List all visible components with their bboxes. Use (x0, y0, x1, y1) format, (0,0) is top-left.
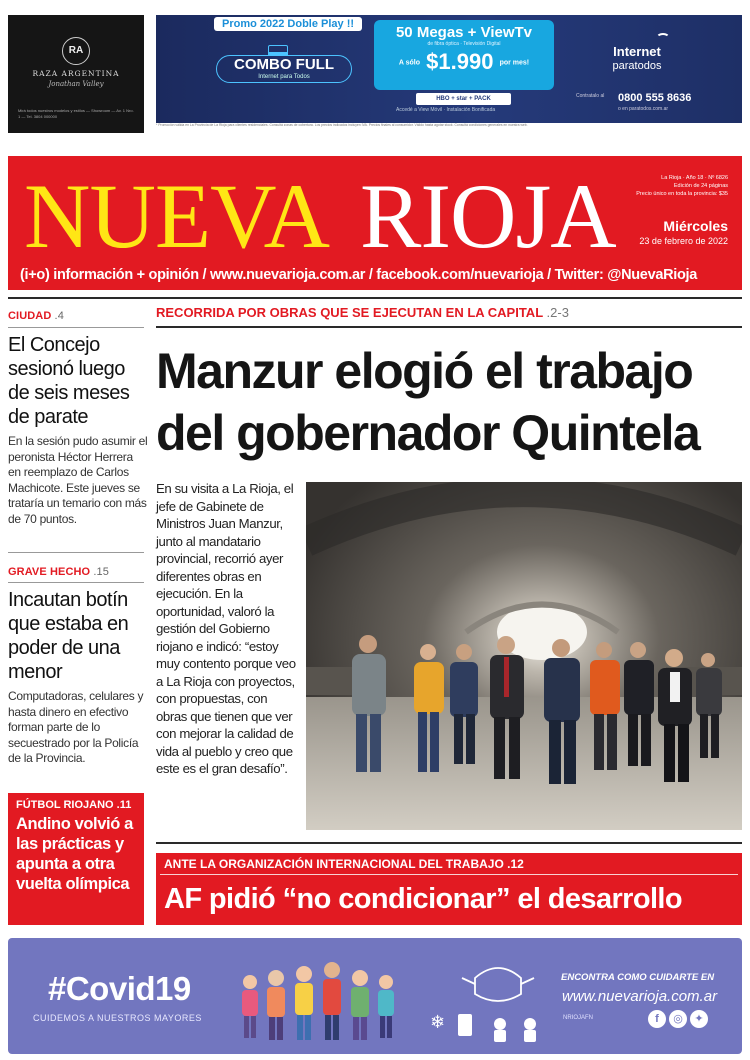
mask-icon (462, 968, 534, 1001)
bottom-story-page: .12 (507, 857, 524, 871)
story1-headline[interactable]: El Concejo sesionó luego de seis meses de parate (8, 334, 130, 428)
tunnel-photo-illustration (306, 482, 742, 830)
masthead-day: Miércoles (663, 218, 728, 234)
story2-section-label: GRAVE HECHO (8, 566, 91, 578)
ad-left-brand: RAZA ARGENTINA (32, 69, 120, 78)
hygiene-icons (430, 1012, 536, 1042)
masthead-edition-info (628, 174, 728, 198)
laptop-icon (268, 45, 288, 55)
story1-page: .4 (54, 310, 64, 322)
story2-rule (8, 582, 144, 583)
ad-brand-sub: paratodos (612, 60, 662, 72)
bottom-story[interactable] (156, 853, 742, 925)
masthead (8, 156, 742, 290)
ad-price-post: por mes! (499, 59, 530, 67)
ad-phone[interactable]: 0800 555 8636 (618, 92, 692, 104)
story2-body: Computadoras, celulares y hasta dinero en efectivo forman parte de lo secuestrado por la Policía de la Provincia. (8, 689, 144, 765)
ad-combo-label: COMBO FULL (234, 56, 334, 73)
covid-handle: NRIOJAFN (563, 1015, 593, 1021)
main-body: En su visita a La Rioja, el jefe de Gabinete de Ministros Juan Manzur, junto al mandatario provincial, recorrió ayer diferentes obras en ejecución. En la oportunidad, valoró la gestión del Gobierno riojano e indicó: “estoy muy contento porque veo a La Rioja con proyectos, con propuestas, con obras que tienen que ver con mejorar la calidad de vida al pueblo y creo que este es el gran desafío”. (156, 481, 296, 776)
main-kicker-page: .2-3 (546, 305, 569, 320)
masthead-info-line3: Precio único en toda la provincia: $35 (636, 191, 728, 197)
story2-headline[interactable]: Incautan botín que estaba en poder de una menor (8, 589, 129, 683)
bottom-story-divider (160, 874, 738, 875)
story1-rule (8, 327, 144, 328)
covid-cta: ENCONTRA COMO CUIDARTE EN (561, 972, 715, 983)
story3-box[interactable] (8, 793, 144, 925)
main-kicker (156, 305, 569, 320)
ad-combo (216, 55, 352, 83)
masthead-tagline[interactable]: (i+o) información + opinión / www.nuevarioja.com.ar / facebook.com/nuevarioja / Twitter: @NuevaRioja (20, 267, 698, 283)
ad-price: $1.990 (426, 49, 494, 74)
covid-sub: CUIDEMOS A NUESTROS MAYORES (33, 1013, 202, 1023)
ad-fine-print: * Promoción válida en La Provincia de La Rioja para clientes residenciales. Consultá zonas de cobertura. Los precios indicados incluyen IVA. Precios finales al consumidor. Válido hasta agotar stock. Consultá condiciones generales en nuestra web. (156, 123, 528, 127)
story2-section (8, 566, 109, 578)
masthead-info-line2: Edición de 24 páginas (673, 183, 728, 189)
wifi-icon (656, 33, 670, 43)
ad-price-row (374, 49, 554, 75)
ad-left-fine: Mirá todos nuestros modelos y estilos — Showroom — Av. 1 Nro. 1 — Tel. 3804 000000 (18, 108, 134, 119)
bottom-story-rule (156, 842, 742, 844)
ad-combo-sub: Internet para Todos (258, 74, 310, 80)
story1-body: En la sesión pudo asumir el peronista Héctor Herrera en reemplazo de Carlos Machicote. Este jueves se trataría un temario con más de 70 puntos. (8, 434, 148, 526)
story2-top-rule (8, 552, 144, 553)
ad-brand-logo (602, 45, 672, 73)
main-kicker-rule (156, 326, 742, 328)
instagram-icon[interactable]: ◎ (669, 1010, 687, 1028)
masthead-rule (8, 297, 742, 299)
story2-page: .15 (93, 566, 109, 578)
ra-logo-icon: RA (62, 37, 90, 65)
main-headline[interactable]: Manzur elogió el trabajo del gobernador Quintela (156, 343, 700, 461)
main-photo[interactable] (306, 482, 742, 830)
story1-section (8, 310, 64, 322)
ad-raza-argentina[interactable] (8, 15, 144, 133)
main-kicker-label: RECORRIDA POR OBRAS QUE SE EJECUTAN EN LA CAPITAL (156, 305, 543, 320)
facebook-icon[interactable]: f (648, 1010, 666, 1028)
ad-left-sub: Jonathan Valley (48, 80, 104, 88)
ad-promo: Promo 2022 Doble Play !! (214, 17, 362, 31)
ad-price-pre: A sólo (398, 59, 421, 67)
ad-megas-sub: de fibra óptica · Televisión Digital (427, 41, 501, 47)
story1-section-label: CIUDAD (8, 310, 52, 322)
bottom-story-kicker-label: ANTE LA ORGANIZACIÓN INTERNACIONAL DEL TRABAJO (164, 857, 504, 871)
svg-text:❄: ❄ (430, 1012, 446, 1033)
masthead-title-rioja: RIOJA (360, 165, 616, 267)
covid-hashtag: #Covid19 (48, 970, 191, 1007)
ad-install: Accedé a View Móvil · Instalación Bonificada (396, 107, 496, 113)
ad-brand-main: Internet (613, 44, 661, 59)
covid-url[interactable]: www.nuevarioja.com.ar (562, 988, 718, 1005)
ad-contact: Contratalo al (576, 93, 605, 99)
ad-web[interactable]: o en paratodos.com.ar (618, 106, 669, 112)
bottom-story-headline[interactable]: AF pidió “no condicionar” el desarrollo (164, 883, 682, 915)
twitter-icon[interactable]: ✦ (690, 1010, 708, 1028)
ad-internet-paratodos[interactable] (156, 15, 742, 123)
ad-partners: HBO + star + PACK (416, 93, 511, 105)
masthead-date: 23 de febrero de 2022 (639, 236, 728, 246)
masthead-title-nueva: NUEVA (24, 165, 330, 267)
story3-section-label: FÚTBOL RIOJANO (16, 799, 114, 811)
story3-page: .11 (116, 799, 132, 811)
story3-headline[interactable]: Andino volvió a las prácticas y apunta a otra vuelta olímpica (16, 815, 133, 893)
covid-illustration (230, 948, 550, 1048)
masthead-info-line1: La Rioja · Año 18 · Nº 6826 (661, 175, 728, 181)
story3-section (16, 799, 136, 811)
bottom-story-kicker (164, 857, 524, 871)
ad-megas: 50 Megas + ViewTv (395, 24, 533, 41)
covid-ad[interactable] (8, 938, 742, 1054)
ad-megas-box (374, 20, 554, 90)
